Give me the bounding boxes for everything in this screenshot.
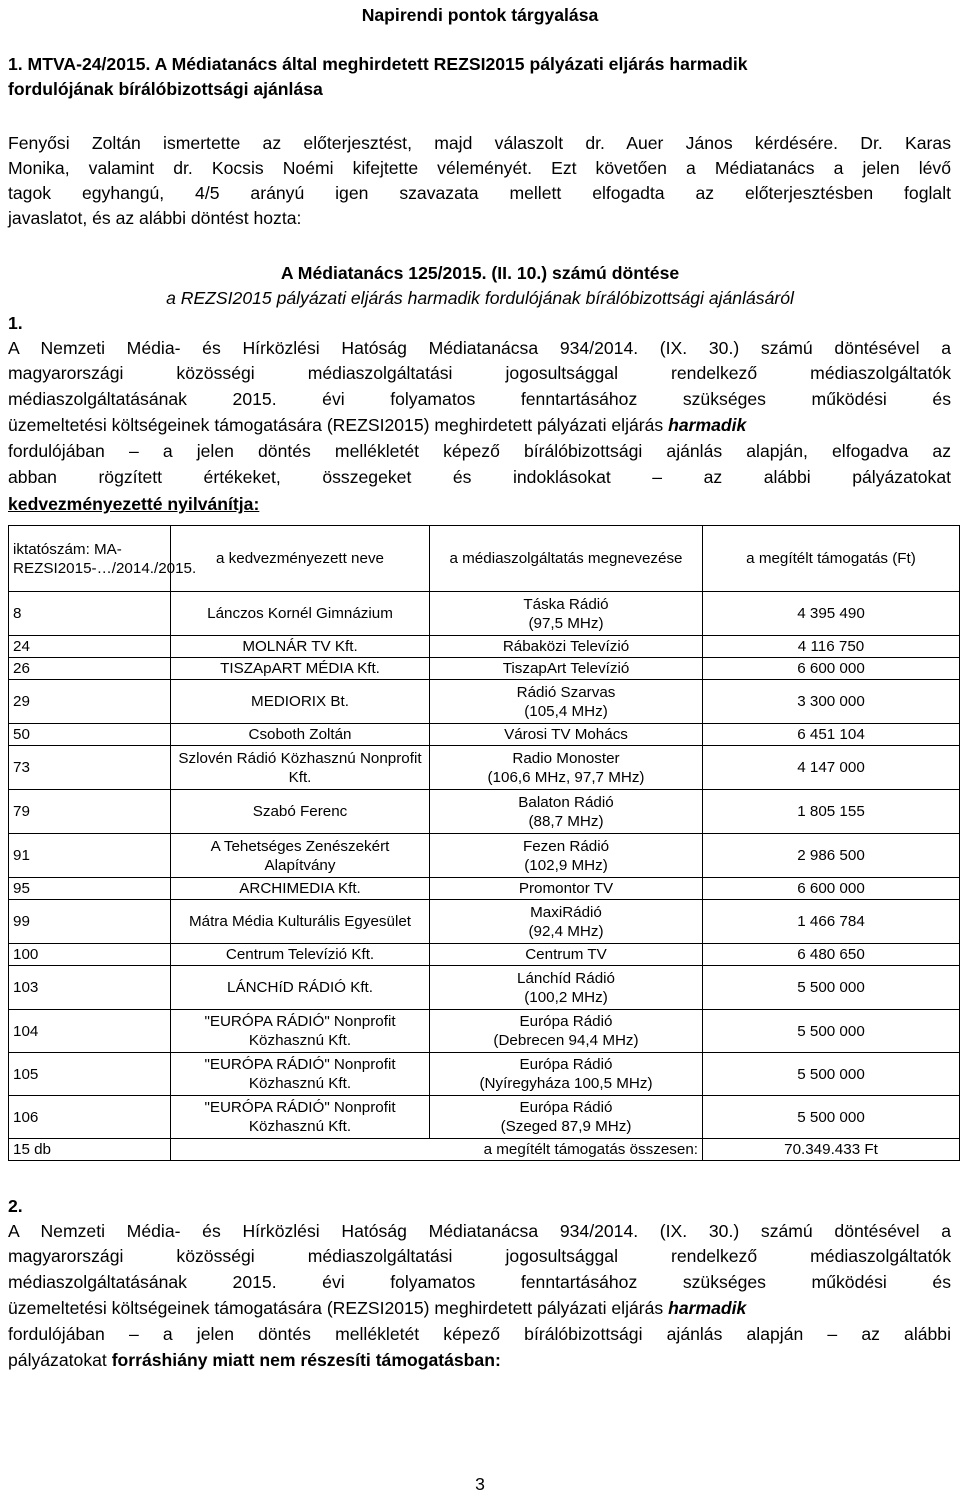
- point1-line4-emphasis: harmadik: [668, 415, 747, 435]
- cell-amount-value: 1 466 784: [797, 913, 865, 930]
- cell-id: [9, 1053, 171, 1096]
- cell-amount: [703, 658, 960, 680]
- cell-beneficiary-value: Mátra Média Kulturális Egyesület: [188, 913, 411, 930]
- cell-service-value: Táska Rádió: [523, 595, 609, 613]
- cell-amount-value: 5 500 000: [797, 1108, 865, 1126]
- cell-amount: [703, 834, 960, 878]
- cell-id: [9, 1010, 171, 1053]
- cell-beneficiary-value: LÁNCHíD RÁDIÓ Kft.: [227, 979, 373, 996]
- beneficiaries-table: [8, 525, 960, 1161]
- cell-service-frequency: (Debrecen 94,4 MHz): [493, 1032, 639, 1049]
- table-row: [9, 966, 960, 1010]
- cell-service: [430, 790, 703, 834]
- cell-id-value: 26: [13, 660, 30, 677]
- cell-service: [430, 944, 703, 966]
- cell-amount: [703, 878, 960, 900]
- table-row: [9, 790, 960, 834]
- cell-service: [430, 1096, 703, 1139]
- table-row: [9, 944, 960, 966]
- cell-service-value: Fezen Rádió: [522, 837, 610, 855]
- footer-total: 70.349.433 Ft: [703, 1139, 960, 1161]
- cell-id-value: 100: [13, 946, 39, 963]
- decision-subtitle: a REZSI2015 pályázati eljárás harmadik fordulójának bírálóbizottsági ajánlásáról: [166, 288, 794, 308]
- cell-id: [9, 966, 171, 1010]
- cell-id-value: 103: [13, 979, 39, 996]
- point1-line1: A Nemzeti Média- és Hírközlési Hatóság Médiatanácsa 934/2014. (IX. 30.) számú döntésével a: [8, 338, 951, 358]
- table-row: [9, 1096, 960, 1139]
- table-row: [9, 724, 960, 746]
- cell-id: [9, 790, 171, 834]
- intro-line3: tagok egyhangú, 4/5 arányú igen szavazata mellett elfogadta az előterjesztésben foglalt: [8, 183, 951, 203]
- cell-service-value: MaxiRádió: [530, 903, 602, 921]
- cell-beneficiary-value: TISZApART MÉDIA Kft.: [220, 660, 380, 677]
- cell-amount: [703, 636, 960, 658]
- cell-amount: [703, 1010, 960, 1053]
- table-row: [9, 636, 960, 658]
- intro-line4: javaslatot, és az alábbi döntést hozta:: [8, 208, 302, 228]
- header-beneficiary: a kedvezményezett neve: [171, 526, 430, 592]
- cell-id-value: 79: [13, 803, 30, 820]
- point2-line4-emphasis: harmadik: [668, 1298, 747, 1318]
- cell-service-value: Lánchíd Rádió: [517, 969, 615, 987]
- cell-id: [9, 636, 171, 658]
- cell-amount: [703, 944, 960, 966]
- intro-line2: Monika, valamint dr. Kocsis Noémi kifejtette véleményét. Ezt követően a Médiatanács a jelen lévő: [8, 158, 951, 178]
- cell-service: [430, 636, 703, 658]
- cell-service-value: TiszapArt Televízió: [502, 660, 630, 677]
- cell-beneficiary: [171, 680, 430, 724]
- point2-line3: médiaszolgáltatásának 2015. évi folyamatos fenntartásához szükséges működési és: [8, 1272, 951, 1292]
- cell-beneficiary-value-line2: Közhasznú Kft.: [248, 1032, 352, 1049]
- point2-line4-text: üzemeltetési költségeinek támogatására (REZSI2015) meghirdetett pályázati eljárás: [8, 1298, 669, 1318]
- table-row: [9, 1010, 960, 1053]
- cell-service-frequency: (105,4 MHz): [524, 702, 608, 720]
- cell-id-value: 105: [13, 1065, 39, 1083]
- cell-amount-value: 2 986 500: [797, 847, 865, 864]
- cell-beneficiary-value: Szlovén Rádió Közhasznú Nonprofit: [178, 749, 422, 767]
- cell-service: [430, 658, 703, 680]
- cell-beneficiary-value-line2: Közhasznú Kft.: [248, 1075, 352, 1092]
- cell-beneficiary-value: Szabó Ferenc: [252, 803, 348, 820]
- cell-service-value: Radio Monoster: [512, 749, 620, 767]
- cell-amount-value: 6 600 000: [797, 880, 865, 897]
- point2-line1: A Nemzeti Média- és Hírközlési Hatóság Médiatanácsa 934/2014. (IX. 30.) számú döntésével a: [8, 1221, 951, 1241]
- cell-service-value: Balaton Rádió: [518, 793, 614, 811]
- section-title: Napirendi pontok tárgyalása: [361, 5, 599, 25]
- cell-amount-value: 3 300 000: [797, 693, 865, 710]
- cell-beneficiary: [171, 878, 430, 900]
- cell-service-frequency: (Nyíregyháza 100,5 MHz): [479, 1075, 653, 1092]
- table-row: [9, 900, 960, 944]
- cell-service: [430, 746, 703, 790]
- cell-beneficiary: [171, 900, 430, 944]
- cell-beneficiary: [171, 658, 430, 680]
- cell-id-value: 24: [13, 638, 30, 655]
- cell-id-value: 95: [13, 880, 30, 897]
- cell-amount: [703, 592, 960, 636]
- cell-service-value: Európa Rádió: [519, 1013, 613, 1030]
- table-row: [9, 592, 960, 636]
- cell-id-value: 73: [13, 759, 30, 776]
- agenda-item-title-line1: 1. MTVA-24/2015. A Médiatanács által meghirdetett REZSI2015 pályázati eljárás harmadik: [8, 54, 748, 74]
- cell-amount-value: 1 805 155: [797, 803, 865, 820]
- cell-amount: [703, 966, 960, 1010]
- cell-service-value: Rádió Szarvas: [516, 683, 616, 701]
- agenda-item-title-line2: fordulójának bírálóbizottsági ajánlása: [8, 79, 323, 99]
- footer-count: 15 db: [9, 1139, 171, 1161]
- point2-conclusion: forráshiány miatt nem részesíti támogatásban:: [111, 1350, 501, 1370]
- cell-beneficiary-value-line2: Közhasznú Kft.: [248, 1118, 352, 1135]
- table-row: [9, 834, 960, 878]
- cell-service: [430, 592, 703, 636]
- cell-beneficiary: [171, 592, 430, 636]
- cell-beneficiary: [171, 1096, 430, 1139]
- decision-title: A Médiatanács 125/2015. (II. 10.) számú döntése: [280, 263, 680, 283]
- cell-beneficiary: [171, 834, 430, 878]
- table-footer-row: [9, 1139, 960, 1161]
- cell-amount: [703, 790, 960, 834]
- cell-amount-value: 4 116 750: [797, 638, 865, 655]
- intro-line1: Fenyősi Zoltán ismertette az előterjesztést, majd válaszolt dr. Auer János kérdésére. Dr. Karas: [8, 133, 951, 153]
- cell-id-value: 8: [13, 605, 22, 622]
- table-row: [9, 658, 960, 680]
- cell-amount: [703, 724, 960, 746]
- cell-service-frequency: (92,4 MHz): [528, 922, 604, 940]
- cell-service-value: Centrum TV: [525, 946, 607, 963]
- cell-id: [9, 680, 171, 724]
- cell-service: [430, 834, 703, 878]
- cell-amount-value: 5 500 000: [797, 1065, 865, 1083]
- point2-line5: fordulójában – a jelen döntés mellékletét képező bírálóbizottsági ajánlás alapján – az alábbi: [8, 1324, 951, 1344]
- cell-service-value: Európa Rádió: [519, 1056, 613, 1073]
- cell-id: [9, 658, 171, 680]
- cell-amount: [703, 680, 960, 724]
- cell-id: [9, 834, 171, 878]
- cell-beneficiary-value: A Tehetséges Zenészekért Alapítvány: [210, 837, 390, 874]
- cell-amount: [703, 1053, 960, 1096]
- point1-line7: [8, 492, 951, 516]
- header-amount: a megítélt támogatás (Ft): [703, 526, 960, 592]
- footer-label: a megítélt támogatás összesen:: [171, 1139, 703, 1161]
- point1-line3: médiaszolgáltatásának 2015. évi folyamatos fenntartásához szükséges működési és: [8, 389, 951, 409]
- cell-service-value: Rábaközi Televízió: [502, 638, 630, 655]
- cell-id-value: 104: [13, 1022, 39, 1040]
- cell-service: [430, 878, 703, 900]
- point1-line6: abban rögzített értékeket, összegeket és indoklásokat – az alábbi pályázatokat: [8, 467, 951, 487]
- cell-beneficiary-value: Csoboth Zoltán: [248, 726, 352, 743]
- point1-line4: [8, 413, 951, 437]
- table-header-row: [9, 526, 960, 592]
- cell-service-frequency: (106,6 MHz, 97,7 MHz): [487, 768, 645, 786]
- cell-id: [9, 944, 171, 966]
- cell-service-frequency: (88,7 MHz): [528, 812, 604, 830]
- cell-beneficiary-value: Lánczos Kornél Gimnázium: [207, 605, 393, 622]
- cell-beneficiary: [171, 636, 430, 658]
- cell-beneficiary-value: "EURÓPA RÁDIÓ" Nonprofit: [204, 1056, 396, 1073]
- cell-service: [430, 680, 703, 724]
- cell-id: [9, 900, 171, 944]
- header-service: a médiaszolgáltatás megnevezése: [430, 526, 703, 592]
- point2-line2: magyarországi közösségi médiaszolgáltatási jogosultsággal rendelkező médiaszolgáltatók: [8, 1246, 951, 1266]
- cell-service-frequency: (102,9 MHz): [524, 856, 608, 874]
- cell-id: [9, 1096, 171, 1139]
- cell-service-value: Promontor TV: [518, 880, 614, 897]
- cell-service-frequency: (97,5 MHz): [528, 614, 604, 632]
- cell-amount-value: 5 500 000: [797, 979, 865, 996]
- point1-line2: magyarországi közösségi médiaszolgáltatási jogosultsággal rendelkező médiaszolgáltatók: [8, 363, 951, 383]
- cell-service: [430, 900, 703, 944]
- cell-service-frequency: (100,2 MHz): [524, 988, 608, 1006]
- cell-service-value: Városi TV Mohács: [504, 726, 628, 743]
- cell-id-value: 50: [13, 726, 30, 743]
- cell-amount-value: 4 147 000: [797, 759, 865, 776]
- cell-beneficiary-value: MOLNÁR TV Kft.: [242, 638, 358, 655]
- cell-beneficiary: [171, 1010, 430, 1053]
- point1-number: 1.: [8, 313, 23, 333]
- cell-beneficiary: [171, 966, 430, 1010]
- point2-line6: [8, 1348, 951, 1372]
- point2-line4: [8, 1296, 951, 1320]
- cell-beneficiary: [171, 746, 430, 790]
- cell-amount: [703, 1096, 960, 1139]
- cell-amount: [703, 746, 960, 790]
- table-row: [9, 680, 960, 724]
- cell-beneficiary-value: MEDIORIX Bt.: [251, 693, 349, 710]
- cell-beneficiary: [171, 1053, 430, 1096]
- point1-conclusion: kedvezményezetté nyilvánítja:: [8, 494, 260, 514]
- cell-id-value: 106: [13, 1108, 39, 1126]
- cell-beneficiary: [171, 944, 430, 966]
- cell-id-value: 91: [13, 847, 30, 864]
- cell-amount-value: 4 395 490: [797, 605, 865, 622]
- cell-id: [9, 746, 171, 790]
- cell-id: [9, 878, 171, 900]
- cell-beneficiary: [171, 724, 430, 746]
- table-row: [9, 1053, 960, 1096]
- cell-service-frequency: (Szeged 87,9 MHz): [500, 1118, 632, 1135]
- cell-amount-value: 6 600 000: [797, 660, 865, 677]
- cell-service-value: Európa Rádió: [519, 1099, 613, 1116]
- cell-amount-value: 6 480 650: [797, 946, 865, 963]
- cell-beneficiary-value: "EURÓPA RÁDIÓ" Nonprofit: [204, 1099, 396, 1116]
- point2-line6-text: pályázatokat: [8, 1350, 112, 1370]
- cell-amount-value: 6 451 104: [797, 726, 865, 743]
- point1-line5: fordulójában – a jelen döntés mellékletét képező bírálóbizottsági ajánlás alapján, elfogadva az: [8, 441, 951, 461]
- table-body: [9, 592, 960, 1139]
- cell-amount-value: 5 500 000: [797, 1022, 865, 1040]
- cell-service: [430, 724, 703, 746]
- cell-beneficiary-value-line2: Kft.: [288, 768, 312, 786]
- point1-line4-text: üzemeltetési költségeinek támogatására (REZSI2015) meghirdetett pályázati eljárás: [8, 415, 669, 435]
- cell-beneficiary-value: Centrum Televízió Kft.: [225, 946, 375, 963]
- cell-beneficiary-value: ARCHIMEDIA Kft.: [239, 880, 361, 897]
- header-id: iktatószám: MA-REZSI2015-…/2014./2015.: [9, 526, 171, 592]
- table-row: [9, 746, 960, 790]
- cell-beneficiary-value: "EURÓPA RÁDIÓ" Nonprofit: [204, 1013, 396, 1030]
- cell-service: [430, 966, 703, 1010]
- cell-beneficiary: [171, 790, 430, 834]
- page-number: 3: [475, 1474, 485, 1494]
- cell-id-value: 99: [13, 913, 30, 930]
- cell-id-value: 29: [13, 693, 30, 710]
- point2-number: 2.: [8, 1196, 23, 1216]
- table-row: [9, 878, 960, 900]
- cell-service: [430, 1010, 703, 1053]
- cell-service: [430, 1053, 703, 1096]
- cell-amount: [703, 900, 960, 944]
- cell-id: [9, 592, 171, 636]
- cell-id: [9, 724, 171, 746]
